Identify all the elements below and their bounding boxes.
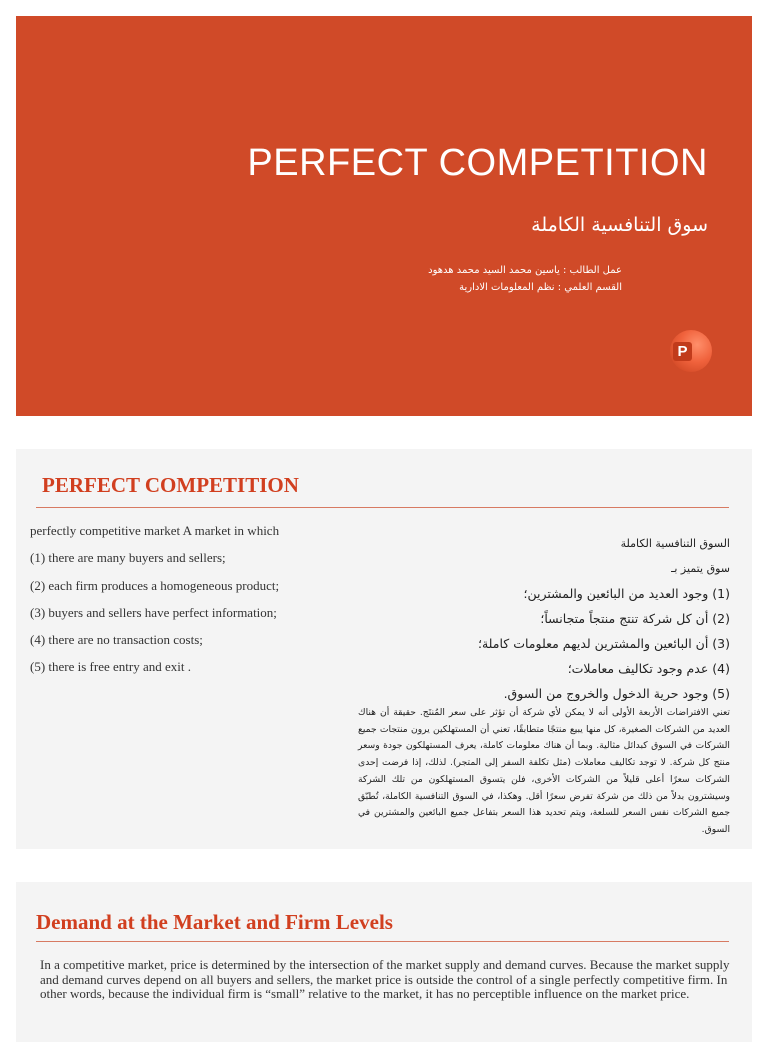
english-line: (2) each firm produces a homogeneous product; [30, 577, 280, 593]
arabic-line: (2) أن كل شركة تنتج منتجاً متجانساً؛ [540, 611, 730, 626]
slide-subtitle-arabic: سوق التنافسية الكاملة [531, 214, 708, 236]
slide-heading: PERFECT COMPETITION [42, 473, 299, 497]
arabic-line: (4) عدم وجود تكاليف معاملات؛ [567, 661, 730, 676]
definition-slide [16, 449, 752, 849]
powerpoint-icon [670, 330, 712, 372]
english-line: (5) there is free entry and exit . [30, 659, 191, 675]
body-paragraph: In a competitive market, price is determined by the intersection of the market supply and demand curves. Because the market supply and demand curves depend on all buyers and sellers, the market price is outside the control of a single perfectly competitive firm. In other words, because the individual firm is “small” relative to the market, it has no perceptible influence on the market price. [40, 957, 730, 1001]
heading-divider [36, 507, 729, 508]
arabic-line: سوق يتميز بـ [671, 562, 730, 575]
slide-heading: Demand at the Market and Firm Levels [36, 910, 393, 934]
credits-block [428, 262, 622, 296]
arabic-line: (1) وجود العديد من البائعين والمشترين؛ [523, 586, 730, 601]
english-line: (1) there are many buyers and sellers; [30, 550, 226, 566]
title-slide [16, 16, 752, 416]
arabic-line: (3) أن البائعين والمشترين لديهم معلومات كاملة؛ [477, 636, 730, 651]
english-line: (4) there are no transaction costs; [30, 632, 203, 648]
demand-slide [16, 882, 752, 1042]
powerpoint-letter: P [673, 342, 692, 361]
credit-student: عمل الطالب : ياسين محمد السيد محمد هدهود [428, 265, 622, 276]
heading-divider [36, 941, 729, 942]
english-definition [30, 517, 350, 681]
english-line: (3) buyers and sellers have perfect information; [30, 604, 277, 620]
arabic-explanation: تعني الافتراضات الأربعة الأولى أنه لا يمكن لأي شركة أن تؤثر على سعر المُنتَج. حقيقة أن هناك العديد من الشركات الصغيرة، كل منها يبيع منتجًا متطابقًا، تعني أن المستهلكين يرون منتجات جميع الشركات في السوق كبدائل مثالية. وبما أن هناك معلومات كاملة، يعرف المستهلكون جودة وسعر منتج كل شركة. لا توجد تكاليف معاملات (مثل تكلفة السفر إلى المتجر). لذلك، إذا فرضت إحدى الشركات سعرًا أعلى قليلاً من الشركات الأخرى، فلن يتسوق المستهلكون من تلك الشركة وسيشترون بدلاً من ذلك من شركة تفرض سعرًا أقل. وهكذا، في السوق التنافسية الكاملة، تُطبّق جميع الشركات نفس السعر للسلعة، ويتم تحديد هذا السعر بتفاعل جميع البائعين والمشترين في السوق. [358, 707, 730, 835]
arabic-definition [350, 531, 730, 706]
arabic-line: السوق التنافسية الكاملة [620, 537, 730, 550]
arabic-line: (5) وجود حرية الدخول والخروج من السوق. [503, 686, 730, 701]
slide-title: PERFECT COMPETITION [247, 142, 708, 184]
credit-department: القسم العلمي : نظم المعلومات الادارية [459, 282, 622, 293]
english-line: perfectly competitive market A market in which [30, 523, 280, 538]
